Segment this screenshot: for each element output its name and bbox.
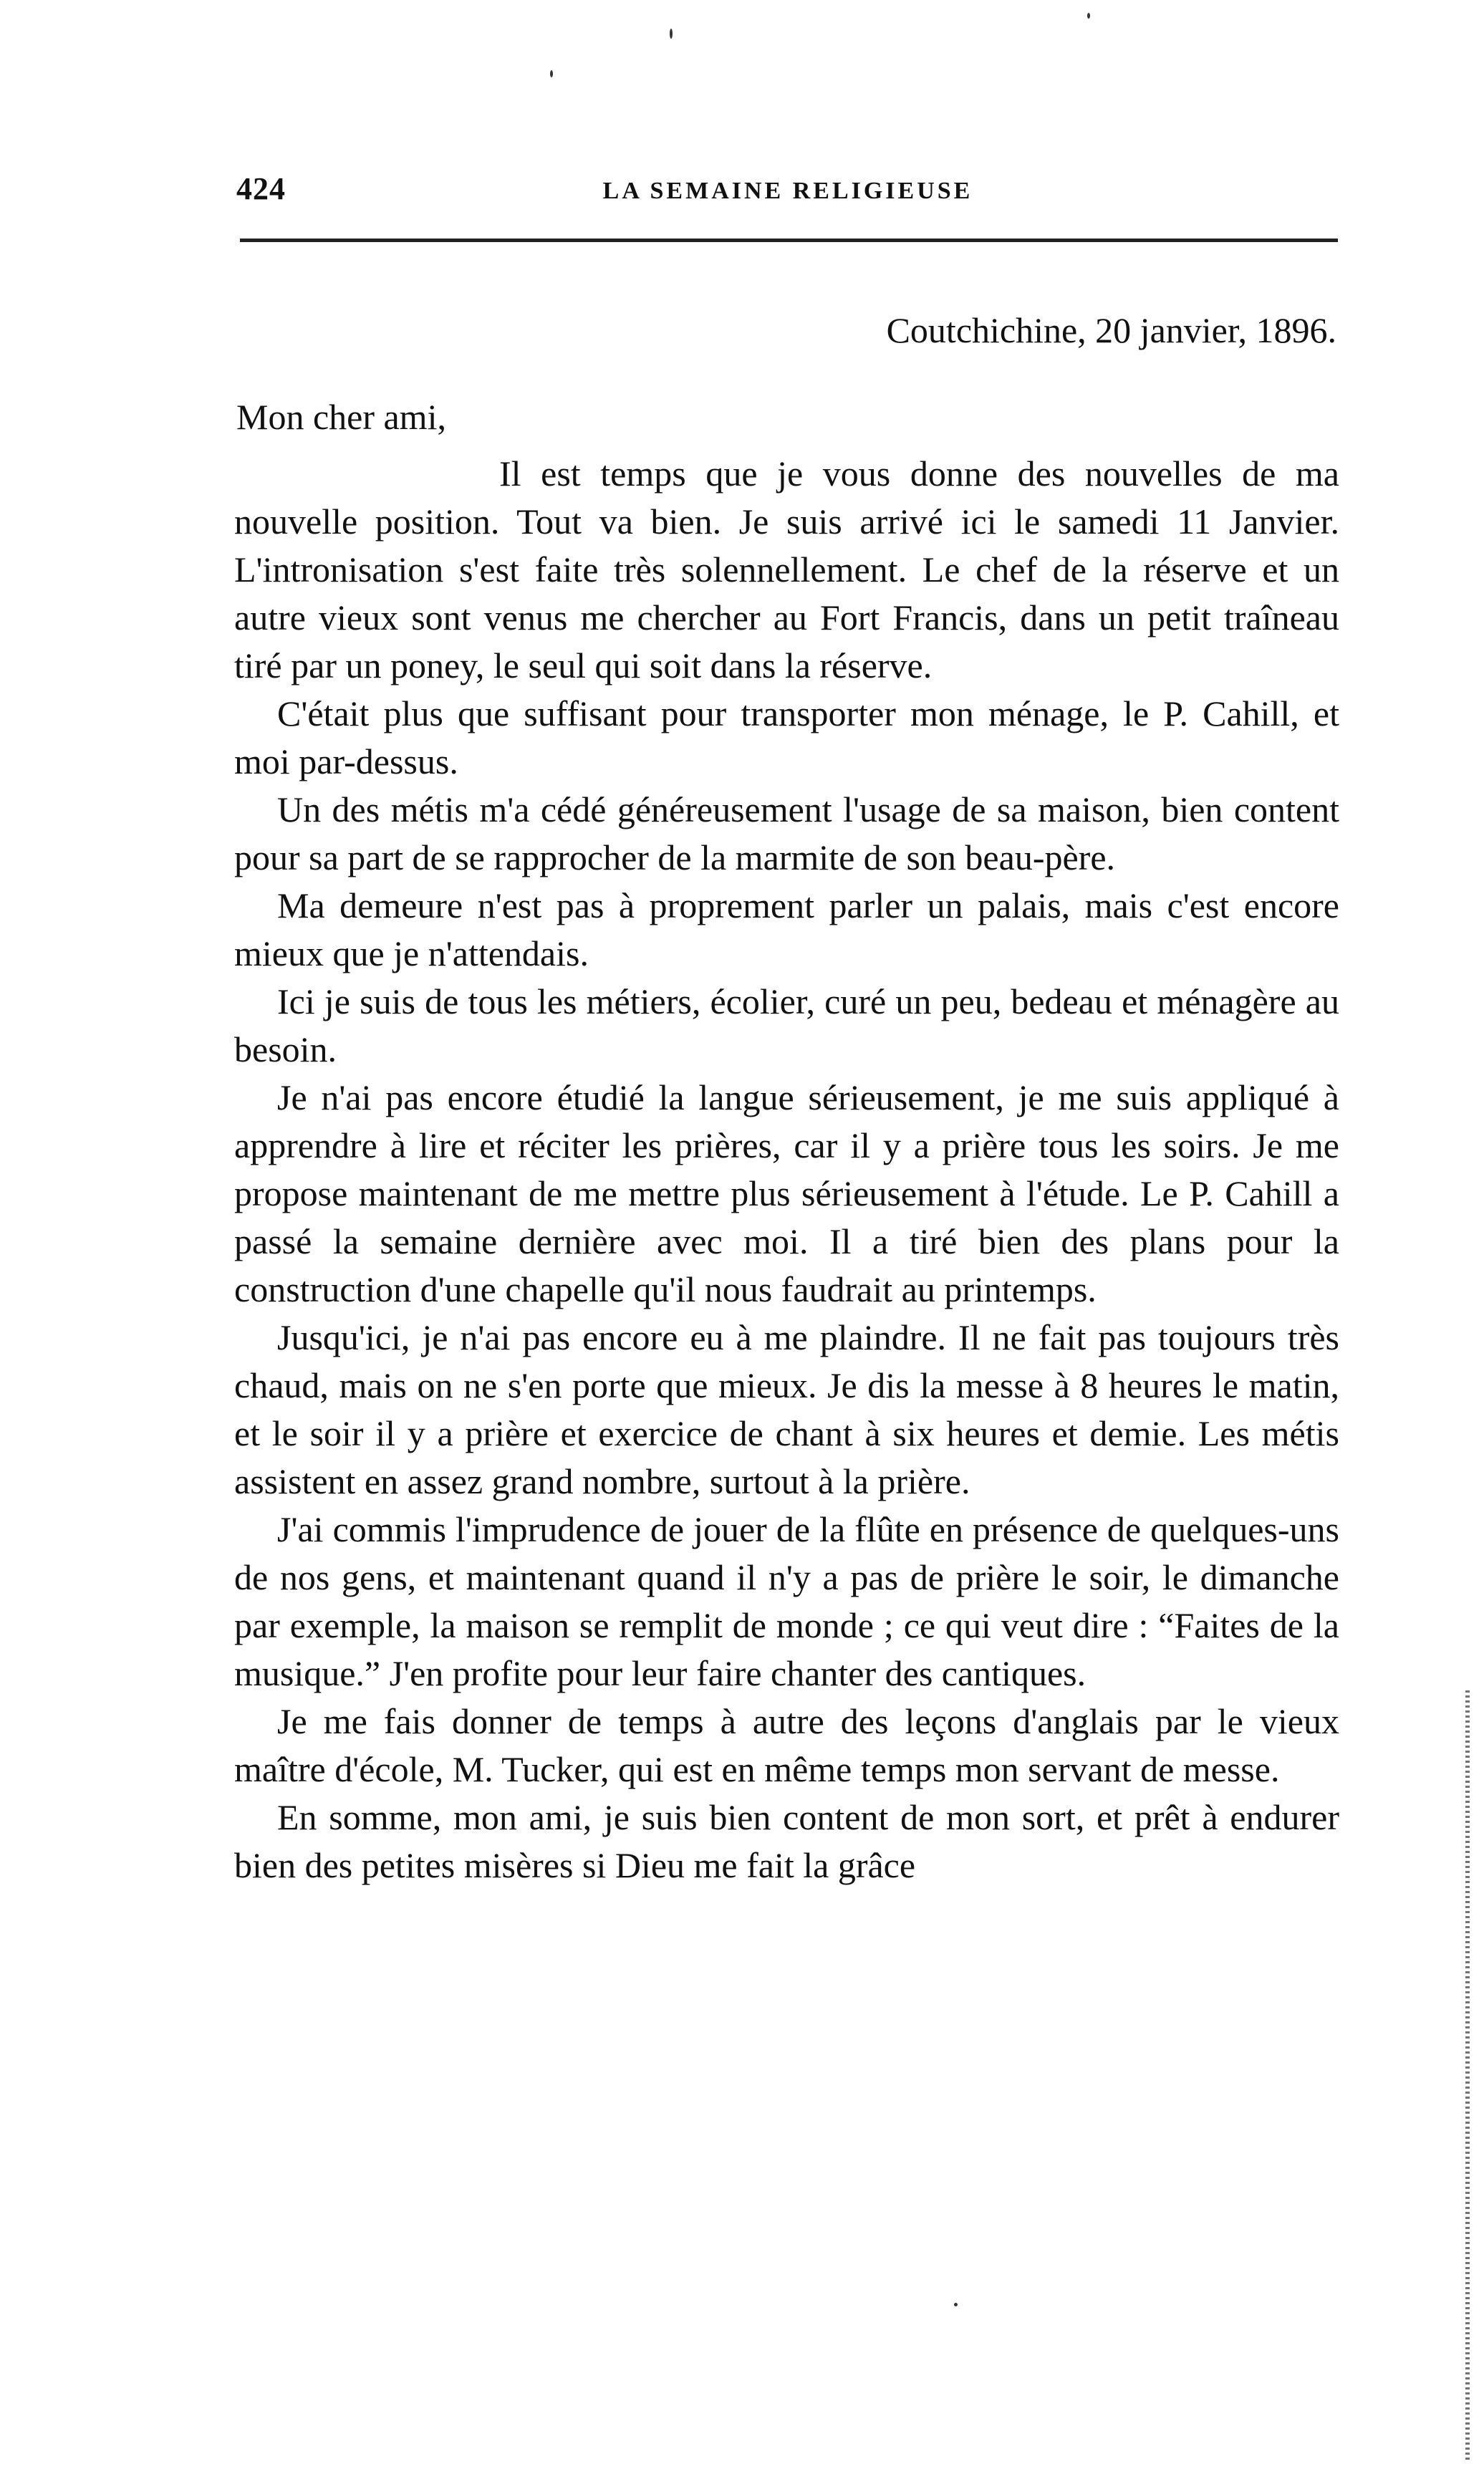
paragraph: En somme, mon ami, je suis bien content de mon sort, et prêt à endurer bien des petites misères si Dieu me fait la grâce bbox=[234, 1797, 1339, 1885]
letter-body bbox=[234, 450, 1339, 1890]
scan-speck bbox=[670, 29, 673, 39]
page-number: 424 bbox=[236, 171, 286, 206]
paragraph: Ici je suis de tous les métiers, écolier, curé un peu, bedeau et ménagère au besoin. bbox=[234, 981, 1339, 1069]
scan-speck bbox=[1087, 13, 1090, 19]
paragraph: J'ai commis l'imprudence de jouer de la flûte en présence de quelques-uns de nos gens, et maintenant quand il n'y a pas de prière le soir, le dimanche par exemple, la maison se remplit de monde ; ce qui veut dire : “Faites de la musique.” J'en profite pour leur faire chanter des cantiques. bbox=[234, 1509, 1339, 1693]
page-header bbox=[236, 170, 1339, 213]
paragraph: Il est temps que je vous donne des nouvelles de ma nouvelle position. Tout va bien. Je suis arrivé ici le samedi 11 Janvier. L'intronisation s'est faite très solennellement. Le chef de la réserve et un autre vieux sont venus me chercher au Fort Francis, dans un petit traîneau tiré par un poney, le seul qui soit dans la réserve. bbox=[234, 453, 1339, 685]
paragraph: Un des métis m'a cédé généreusement l'usage de sa maison, bien content pour sa part de se rapprocher de la marmite de son beau-père. bbox=[234, 789, 1339, 877]
letter-dateline: Coutchichine, 20 janvier, 1896. bbox=[886, 310, 1336, 350]
header-rule bbox=[240, 239, 1338, 242]
paragraph: Je n'ai pas encore étudié la langue sérieusement, je me suis appliqué à apprendre à lire et réciter les prières, car il y a prière tous les soirs. Je me propose maintenant de me mettre plus sérieusement à l'étude. Le P. Cahill a passé la semaine dernière avec moi. Il a tiré bien des plans pour la construction d'une chapelle qu'il nous faudrait au printemps. bbox=[234, 1077, 1339, 1309]
running-title: LA SEMAINE RELIGIEUSE bbox=[602, 178, 973, 204]
paragraph: Jusqu'ici, je n'ai pas encore eu à me plaindre. Il ne fait pas toujours très chaud, mais on ne s'en porte que mieux. Je dis la messe à 8 heures le matin, et le soir il y a prière et exercice de chant à six heures et demie. Les métis assistent en assez grand nombre, surtout à la prière. bbox=[234, 1317, 1339, 1501]
scan-speck bbox=[550, 70, 553, 77]
paragraph: Je me fais donner de temps à autre des leçons d'anglais par le vieux maître d'école, M. Tucker, qui est en même temps mon servant de messe. bbox=[234, 1701, 1339, 1789]
paragraph: C'était plus que suffisant pour transporter mon ménage, le P. Cahill, et moi par-dessus. bbox=[234, 693, 1339, 781]
scan-edge-mark bbox=[1465, 1690, 1470, 2460]
paragraph: Ma demeure n'est pas à proprement parler un palais, mais c'est encore mieux que je n'attendais. bbox=[234, 885, 1339, 973]
letter-salutation: Mon cher ami, bbox=[236, 397, 446, 437]
scan-speck bbox=[954, 2303, 958, 2306]
